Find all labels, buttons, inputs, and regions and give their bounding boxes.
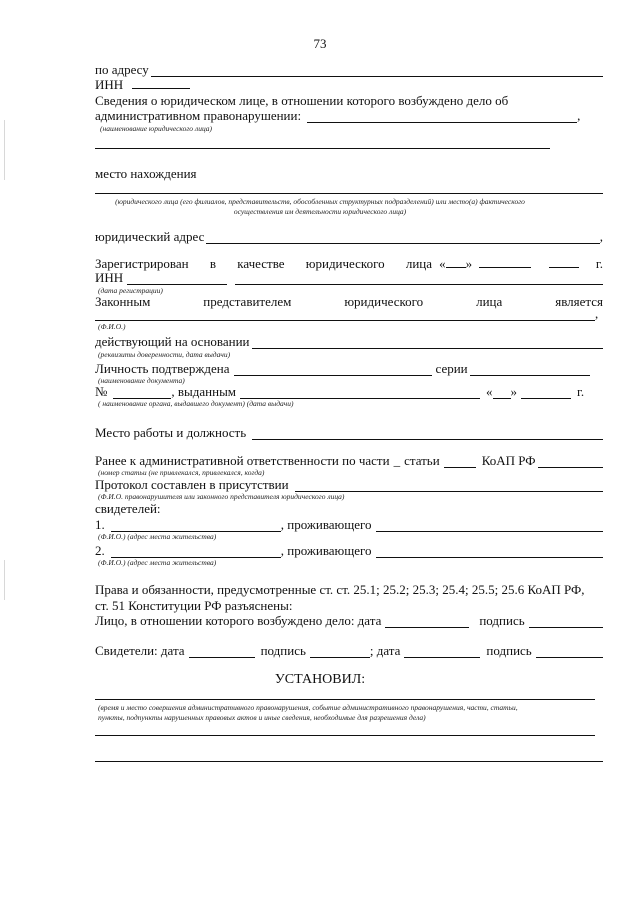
registered-label: Зарегистрирован в качестве юридического лица bbox=[95, 256, 433, 271]
inn-field[interactable] bbox=[132, 77, 190, 89]
hint-offender: (Ф.И.О. правонарушителя или законного представителя юридического лица) bbox=[98, 492, 345, 501]
witness-1-residing-label: , проживающего bbox=[280, 517, 372, 532]
rights-text-1: Права и обязанности, предусмотренные ст. ст. 25.1; 25.2; 25.3; 25.4; 25.5; 25.6 КоАП РФ, bbox=[95, 582, 585, 597]
hint-document-name: (наименование документа) bbox=[98, 376, 185, 385]
page-number: 73 bbox=[313, 36, 327, 51]
inn-field-2[interactable] bbox=[127, 273, 227, 285]
identity-doc-field[interactable] bbox=[234, 364, 432, 376]
year-suffix: г. bbox=[595, 256, 603, 271]
koap-label: КоАП РФ bbox=[481, 453, 536, 468]
issued-year-suffix: г. bbox=[577, 384, 585, 399]
person-signature-label: подпись bbox=[479, 613, 525, 628]
location-field[interactable] bbox=[95, 193, 603, 194]
registered-row bbox=[95, 256, 603, 271]
article-field[interactable] bbox=[444, 456, 476, 468]
number-sign: № bbox=[95, 384, 108, 399]
inn-label: ИНН bbox=[95, 77, 124, 92]
date-open-quote: « bbox=[439, 256, 446, 271]
location-label: место нахождения bbox=[95, 166, 197, 181]
doc-number-field[interactable] bbox=[113, 387, 171, 399]
article-label: статьи bbox=[404, 453, 440, 468]
hint-location-1: (юридического лица (его филиалов, представительств, обособленных структурных подразделений) или место(а) фактического bbox=[115, 197, 525, 206]
workplace-label: Место работы и должность bbox=[95, 425, 247, 440]
witness-1-row bbox=[95, 517, 603, 532]
series-label: серии bbox=[435, 361, 468, 376]
rights-text-2: ст. 51 Конституции РФ разъяснены: bbox=[95, 598, 293, 613]
witnesses-signature-field-2[interactable] bbox=[536, 646, 603, 658]
protocol-presence-field[interactable] bbox=[295, 480, 603, 492]
reg-day-field[interactable] bbox=[446, 256, 466, 268]
witnesses-date-label: Свидетели: дата bbox=[95, 643, 185, 658]
protocol-presence-row bbox=[95, 477, 603, 492]
address-row bbox=[95, 62, 603, 77]
workplace-row bbox=[95, 425, 603, 440]
person-date-label: Лицо, в отношении которого возбуждено дело: дата bbox=[95, 613, 382, 628]
hint-witness-2: (Ф.И.О.) (адрес места жительства) bbox=[98, 558, 217, 567]
established-field-2[interactable] bbox=[95, 735, 595, 736]
reg-date-field[interactable] bbox=[235, 273, 603, 285]
semicolon-date-label: ; дата bbox=[369, 643, 401, 658]
witness-2-label: 2. bbox=[95, 543, 105, 558]
witness-2-row bbox=[95, 543, 603, 558]
address-field[interactable] bbox=[151, 65, 603, 77]
scan-edge-mark bbox=[4, 120, 5, 180]
witness-2-name-field[interactable] bbox=[111, 546, 281, 558]
series-field[interactable] bbox=[470, 364, 590, 376]
admin-offense-row: административном правонарушении: , bbox=[95, 108, 581, 123]
issued-date-open: « bbox=[486, 384, 493, 399]
acting-basis-label: действующий на основании bbox=[95, 334, 250, 349]
reg-month-field[interactable] bbox=[479, 256, 531, 268]
person-sign-row bbox=[95, 613, 603, 628]
hint-article: (номер статьи (не привлекался, привлекался, когда) bbox=[98, 468, 265, 477]
identity-row bbox=[95, 361, 603, 376]
scan-edge-mark bbox=[4, 560, 5, 600]
hint-established-1: (время и место совершения административного правонарушения, событие административного правонарушения, части, статьи, bbox=[98, 703, 518, 712]
person-date-field[interactable] bbox=[385, 616, 469, 628]
legal-address-row: юридический адрес , bbox=[95, 229, 603, 244]
hint-witness-1: (Ф.И.О.) (адрес места жительства) bbox=[98, 532, 217, 541]
issued-label: , выданным bbox=[171, 384, 237, 399]
witnesses-label: свидетелей: bbox=[95, 501, 161, 516]
witnesses-date-field-1[interactable] bbox=[189, 646, 255, 658]
protocol-presence-label: Протокол составлен в присутствии bbox=[95, 477, 289, 492]
legal-info-text: Сведения о юридическом лице, в отношении которого возбуждено дело об bbox=[95, 93, 509, 108]
witnesses-signature-label-2: подпись bbox=[486, 643, 532, 658]
issued-date-close: » bbox=[510, 384, 518, 399]
inn-row bbox=[95, 77, 603, 92]
reg-year-field[interactable] bbox=[549, 256, 579, 268]
witnesses-signature-field-1[interactable] bbox=[310, 646, 370, 658]
established-field-1[interactable] bbox=[95, 699, 595, 700]
previous-liability-label: Ранее к административной ответственности по части bbox=[95, 453, 390, 468]
legal-info-row bbox=[95, 93, 603, 108]
witness-1-name-field[interactable] bbox=[111, 520, 281, 532]
previous-liability-row: Ранее к административной ответственности по части _ статьи КоАП РФ bbox=[95, 453, 603, 468]
hint-location-2: осуществления им деятельности юридического лица) bbox=[233, 207, 407, 216]
issued-row bbox=[95, 384, 603, 399]
legal-address-label: юридический адрес bbox=[95, 229, 205, 244]
witness-1-address-field[interactable] bbox=[376, 520, 603, 532]
inn-row-2 bbox=[95, 270, 603, 285]
issued-day-field[interactable] bbox=[493, 387, 511, 399]
legal-rep-field[interactable] bbox=[95, 320, 595, 321]
acting-basis-row bbox=[95, 334, 603, 349]
identity-label: Личность подтверждена bbox=[95, 361, 230, 376]
legal-name-line-2[interactable] bbox=[95, 148, 550, 149]
hint-established-2: пункты, подпункты нарушенных правовых актов и иные сведения, необходимые для разрешения дела) bbox=[98, 713, 426, 722]
hint-fio: (Ф.И.О.) bbox=[98, 322, 126, 331]
hint-issuer: ( наименование органа, выдавшего документ) (дата выдачи) bbox=[98, 399, 294, 408]
witnesses-signature-label-1: подпись bbox=[260, 643, 306, 658]
koap-field[interactable] bbox=[538, 456, 603, 468]
witness-2-residing-label: , проживающего bbox=[280, 543, 372, 558]
workplace-field[interactable] bbox=[252, 428, 603, 440]
legal-name-field[interactable] bbox=[307, 111, 577, 123]
established-heading: УСТАНОВИЛ: bbox=[274, 672, 366, 687]
issued-month-field[interactable] bbox=[521, 387, 571, 399]
hint-legal-name: (наименование юридического лица) bbox=[100, 124, 213, 133]
inn-label-2: ИНН bbox=[95, 270, 124, 285]
address-label: по адресу bbox=[95, 62, 149, 77]
witnesses-date-field-2[interactable] bbox=[404, 646, 480, 658]
established-field-3[interactable] bbox=[95, 761, 603, 762]
witnesses-sign-row bbox=[95, 643, 603, 658]
admin-offense-label: административном правонарушении: bbox=[95, 108, 302, 123]
person-signature-field[interactable] bbox=[529, 616, 603, 628]
witness-1-label: 1. bbox=[95, 517, 105, 532]
hint-reg-date: (дата регистрации) bbox=[98, 286, 163, 295]
hint-power-of-attorney: (реквизиты доверенности, дата выдачи) bbox=[98, 350, 231, 359]
witness-2-address-field[interactable] bbox=[376, 546, 603, 558]
legal-rep-row: Законным представителем юридического лица является bbox=[95, 294, 603, 309]
legal-address-field[interactable] bbox=[206, 232, 599, 244]
issuer-field[interactable] bbox=[240, 387, 480, 399]
date-close-quote: » bbox=[465, 256, 473, 271]
acting-basis-field[interactable] bbox=[252, 337, 603, 349]
